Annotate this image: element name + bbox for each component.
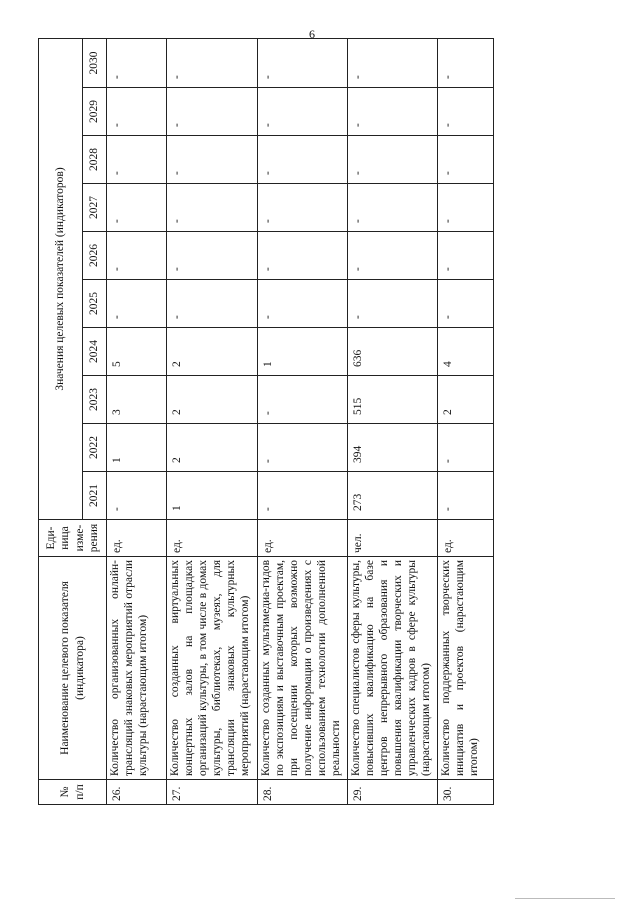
unit-cell: чел.: [348, 520, 438, 557]
value-cell: -: [258, 232, 348, 280]
value-cell: 5: [107, 328, 167, 376]
indicator-name: Количество специалистов сферы культуры, повысивших квалификацию на базе центров непрерывного образования и повышения квалификации творческих и управленческих кадров в сфере культуры (нарастающим итогом): [348, 557, 438, 780]
value-cell: -: [438, 88, 494, 136]
indicator-name: Количество организованных онлайн-трансляций знаковых мероприятий отрасли культуры (нарастающим итогом): [107, 557, 167, 780]
value-cell: 394: [348, 424, 438, 472]
value-cell: -: [258, 280, 348, 328]
value-cell: -: [258, 376, 348, 424]
value-cell: -: [167, 280, 258, 328]
value-cell: -: [348, 136, 438, 184]
value-cell: -: [107, 232, 167, 280]
value-cell: -: [438, 136, 494, 184]
table-row: [107, 38, 167, 804]
value-cell: 515: [348, 376, 438, 424]
value-cell: -: [438, 38, 494, 87]
value-cell: -: [258, 136, 348, 184]
page-number: 6: [309, 27, 315, 41]
indicators-table: [38, 38, 494, 805]
header-name: Наименование целевого показателя (индикатора): [39, 557, 107, 780]
rotated-table-wrapper: [38, 40, 493, 805]
value-cell: -: [107, 184, 167, 232]
value-cell: -: [167, 136, 258, 184]
value-cell: -: [107, 136, 167, 184]
year-header: 2023: [83, 376, 107, 424]
year-header: 2025: [83, 280, 107, 328]
year-header: 2028: [83, 136, 107, 184]
value-cell: 636: [348, 328, 438, 376]
row-num: 26.: [107, 780, 167, 805]
value-cell: 2: [167, 376, 258, 424]
header-unit: Еди-ница изме-рения: [39, 520, 107, 557]
value-cell: 1: [107, 424, 167, 472]
value-cell: -: [438, 280, 494, 328]
value-cell: 1: [258, 328, 348, 376]
scan-artifact-line: [515, 898, 615, 899]
unit-cell: ед.: [438, 520, 494, 557]
year-header: 2021: [83, 472, 107, 520]
value-cell: -: [438, 424, 494, 472]
indicator-name: Количество созданных виртуальных концертных залов на площадках организаций культуры, в том числе в домах культуры, библиотеках, музеях, для трансляции знаковых культурных мероприятий (нарастающим итогом): [167, 557, 258, 780]
year-header: 2030: [83, 38, 107, 87]
value-cell: 2: [167, 424, 258, 472]
value-cell: -: [107, 38, 167, 87]
value-cell: 273: [348, 472, 438, 520]
row-num: 30.: [438, 780, 494, 805]
value-cell: -: [167, 184, 258, 232]
indicator-name: Количество созданных мультимедиа-гидов по экспозициям и выставочным проектам, при посещении которых возможно получение информации о произведениях с использованием технологии дополненной реальности: [258, 557, 348, 780]
value-cell: 2: [438, 376, 494, 424]
value-cell: 3: [107, 376, 167, 424]
value-cell: -: [258, 38, 348, 87]
year-header: 2027: [83, 184, 107, 232]
table-row: [167, 38, 258, 804]
value-cell: -: [167, 38, 258, 87]
table-row: [438, 38, 494, 804]
value-cell: -: [107, 280, 167, 328]
value-cell: -: [107, 88, 167, 136]
value-cell: -: [438, 184, 494, 232]
row-num: 27.: [167, 780, 258, 805]
value-cell: -: [348, 232, 438, 280]
header-row: [39, 38, 83, 804]
value-cell: 4: [438, 328, 494, 376]
unit-cell: ед.: [167, 520, 258, 557]
row-num: 28.: [258, 780, 348, 805]
year-header: 2024: [83, 328, 107, 376]
value-cell: -: [438, 232, 494, 280]
indicator-name: Количество поддержанных творческих инициатив и проектов (нарастающим итогом): [438, 557, 494, 780]
value-cell: -: [348, 88, 438, 136]
value-cell: -: [348, 280, 438, 328]
value-cell: -: [258, 184, 348, 232]
value-cell: 2: [167, 328, 258, 376]
header-values-group: Значения целевых показателей (индикаторов): [39, 38, 83, 519]
unit-cell: ед.: [107, 520, 167, 557]
year-header: 2022: [83, 424, 107, 472]
value-cell: -: [258, 424, 348, 472]
value-cell: -: [438, 472, 494, 520]
unit-cell: ед.: [258, 520, 348, 557]
table-row: [348, 38, 438, 804]
value-cell: -: [258, 472, 348, 520]
value-cell: -: [107, 472, 167, 520]
table-row: [258, 38, 348, 804]
value-cell: -: [258, 88, 348, 136]
row-num: 29.: [348, 780, 438, 805]
value-cell: -: [167, 88, 258, 136]
value-cell: -: [167, 232, 258, 280]
year-header: 2029: [83, 88, 107, 136]
value-cell: 1: [167, 472, 258, 520]
year-header: 2026: [83, 232, 107, 280]
value-cell: -: [348, 38, 438, 87]
value-cell: -: [348, 184, 438, 232]
header-num: № п/п: [39, 780, 107, 805]
